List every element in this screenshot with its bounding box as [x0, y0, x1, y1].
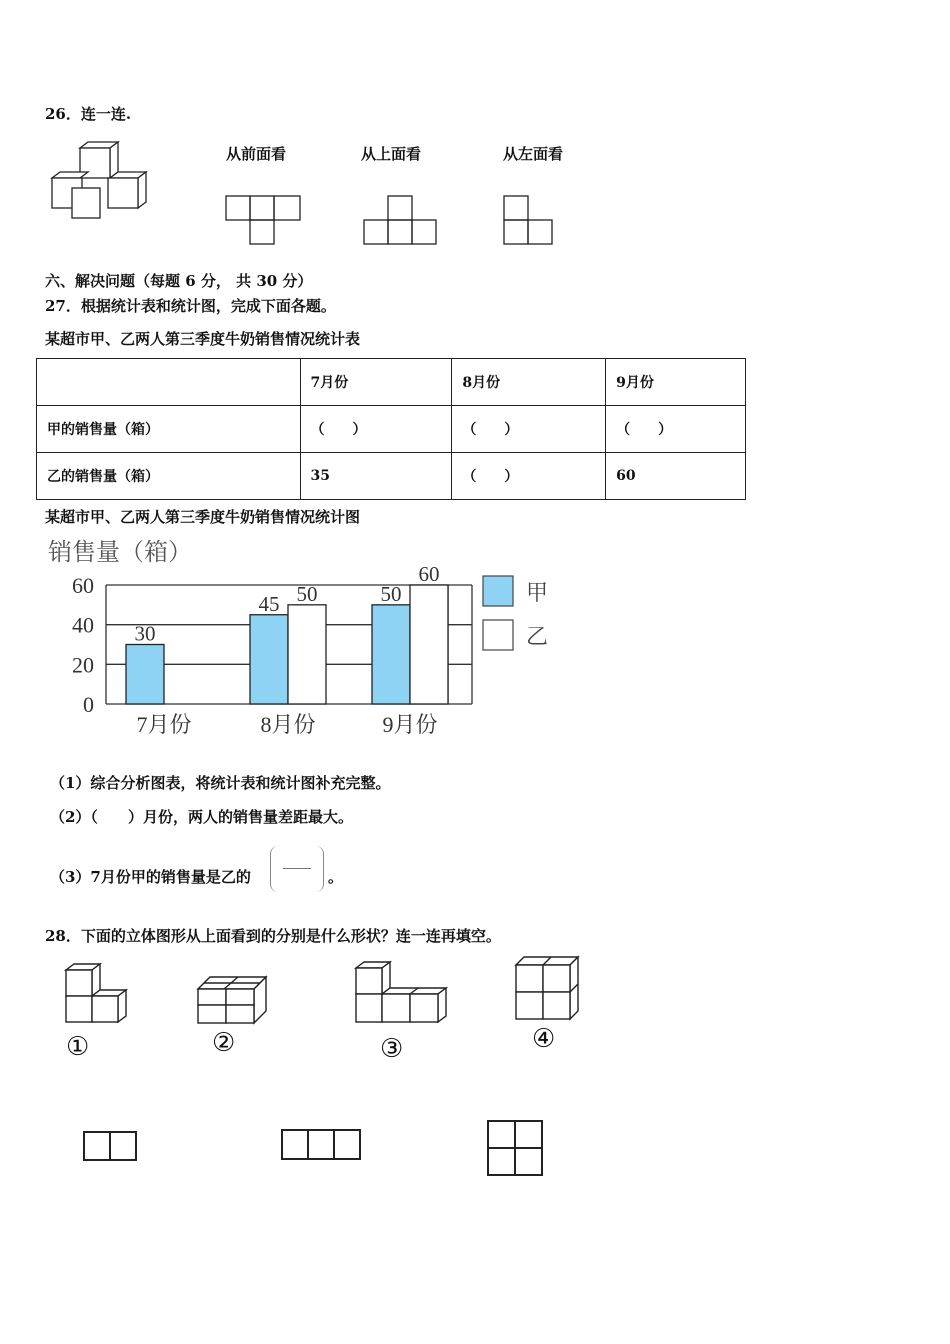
q27-sub3-suffix: 。 — [328, 868, 344, 886]
view-shape-front — [224, 194, 306, 246]
view-shape-left — [502, 194, 558, 248]
table-cell: 乙的销售量（箱） — [37, 453, 301, 500]
table-row — [37, 406, 746, 453]
label-4: ④ — [532, 1024, 556, 1054]
data-label: 50 — [296, 581, 318, 606]
q27-title: 27．根据统计表和统计图，完成下面各题。 — [45, 297, 336, 315]
label-2: ② — [212, 1028, 236, 1058]
legend-label: 甲 — [526, 580, 549, 605]
q27-sub2: （2）（ ）月份，两人的销售量差距最大。 — [50, 808, 353, 826]
table-row — [37, 453, 746, 500]
q26-title: 26．连一连. — [45, 105, 132, 123]
fraction-bar — [283, 868, 311, 869]
q28-title: 28．下面的立体图形从上面看到的分别是什么形状？连一连再填空。 — [45, 927, 501, 945]
chart-title: 某超市甲、乙两人第三季度牛奶销售情况统计图 — [45, 508, 361, 526]
view-shape-top — [362, 194, 440, 246]
legend-swatch-yi — [483, 620, 513, 650]
q28-solid-2 — [194, 975, 270, 1027]
q27-sub3-prefix: （3）7月份甲的销售量是乙的 — [50, 868, 251, 886]
view-label-front: 从前面看 — [226, 145, 287, 163]
x-tick-label: 9月份 — [382, 712, 438, 737]
bar-yi — [410, 585, 448, 704]
answer-shape-four-squares[interactable] — [486, 1119, 544, 1177]
table-cell[interactable]: （ ） — [606, 406, 746, 453]
bar-jia — [372, 605, 410, 704]
y-tick-label: 40 — [72, 612, 94, 638]
x-tick-label: 8月份 — [260, 712, 316, 737]
table-cell: 7月份 — [300, 359, 452, 406]
data-label: 45 — [258, 591, 280, 616]
table-cell[interactable]: （ ） — [452, 453, 606, 500]
table-cell: 9月份 — [606, 359, 746, 406]
bar-chart — [40, 532, 560, 742]
table-cell[interactable]: （ ） — [300, 406, 452, 453]
q27-sub1: （1）综合分析图表，将统计表和统计图补充完整。 — [50, 774, 391, 792]
answer-shape-three-squares[interactable] — [280, 1128, 364, 1161]
stat-table — [36, 358, 746, 500]
bar-jia — [250, 615, 288, 704]
table-title: 某超市甲、乙两人第三季度牛奶销售情况统计表 — [45, 330, 361, 348]
y-tick-label: 0 — [83, 692, 94, 717]
label-3: ③ — [380, 1034, 404, 1064]
view-label-left: 从左面看 — [503, 145, 564, 163]
q28-solid-3 — [354, 960, 448, 1026]
q26-cube-solid — [50, 140, 150, 222]
view-label-top: 从上面看 — [361, 145, 422, 163]
q28-solid-4 — [512, 955, 582, 1023]
table-cell[interactable]: （ ） — [452, 406, 606, 453]
section6-title: 六、解决问题（每题 6 分， 共 30 分） — [45, 272, 313, 290]
table-cell: 甲的销售量（箱） — [37, 406, 301, 453]
q28-solid-1 — [62, 962, 130, 1032]
bar-yi — [288, 605, 326, 704]
fraction-blank[interactable] — [270, 846, 324, 892]
table-cell: 8月份 — [452, 359, 606, 406]
label-1: ① — [66, 1032, 90, 1062]
legend-label: 乙 — [526, 624, 549, 649]
table-cell: 60 — [606, 453, 746, 500]
data-label: 60 — [418, 562, 440, 586]
x-tick-label: 7月份 — [136, 712, 192, 737]
data-label: 50 — [380, 581, 402, 606]
bar-jia — [126, 645, 164, 705]
legend-swatch-jia — [483, 576, 513, 606]
y-axis-label: 销售量（箱） — [48, 540, 192, 566]
y-tick-label: 20 — [72, 652, 94, 678]
data-label: 30 — [134, 621, 156, 646]
answer-shape-two-squares[interactable] — [82, 1130, 138, 1162]
table-row — [37, 359, 746, 406]
table-cell: 35 — [300, 453, 452, 500]
table-cell — [37, 359, 301, 406]
y-tick-label: 60 — [72, 573, 94, 598]
